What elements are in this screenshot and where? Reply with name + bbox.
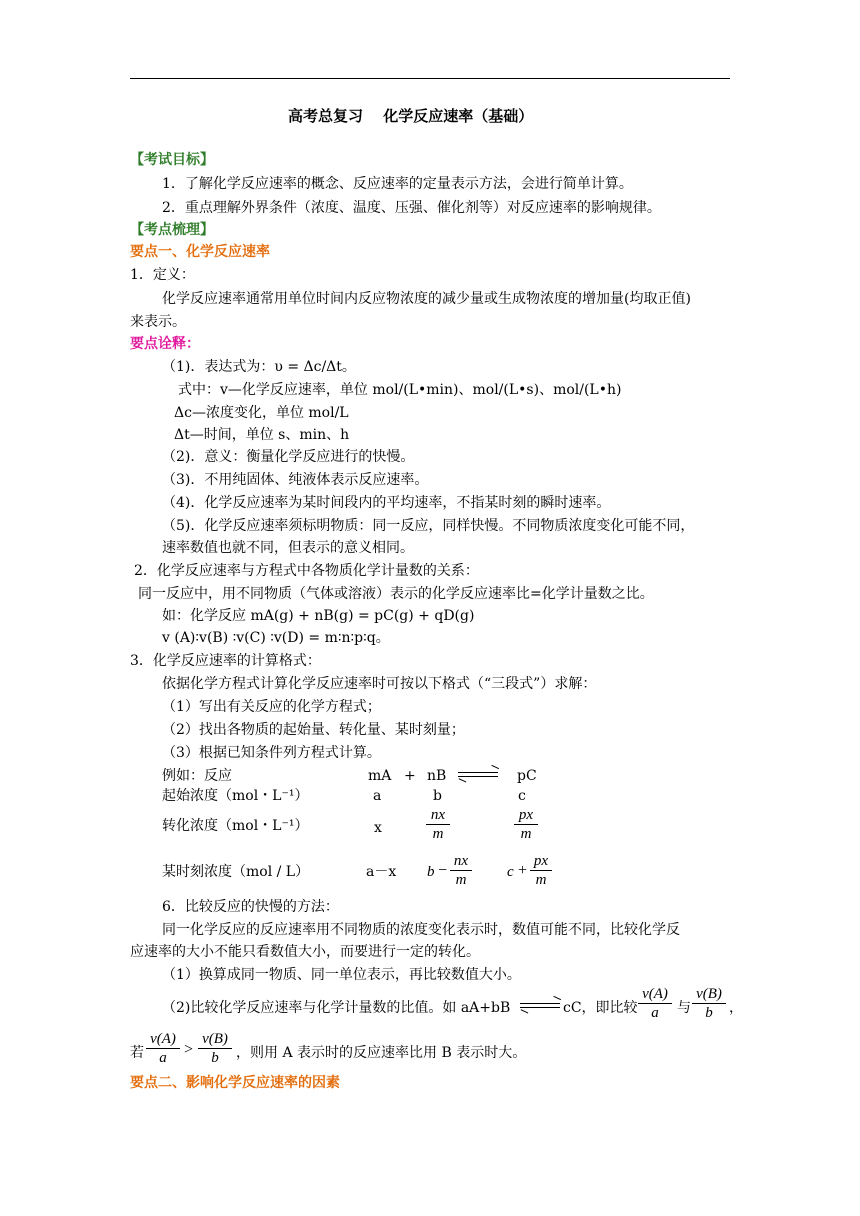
section-points-heading: 【考点梳理】 (130, 222, 214, 238)
section-3b: （1）写出有关反应的化学方程式； (162, 699, 381, 715)
table-r0-pC: pC (517, 768, 537, 784)
table-r1-a: a (373, 788, 382, 804)
table-r3-b: b (427, 864, 435, 880)
note-4: （4)．化学反应速率为某时间段内的平均速率，不指某时刻的瞬时速率。 (162, 495, 611, 511)
section-2c: v (A)∶v(B) ∶v(C) ∶v(D) = m∶n∶p∶q。 (162, 630, 390, 646)
greater-than-sign: > (184, 1041, 194, 1058)
fraction-denominator: b (692, 1003, 726, 1022)
point1-heading: 要点一、化学反应速率 (130, 244, 270, 260)
table-r1-c: c (518, 788, 526, 804)
fraction-nx-over-m-2 (450, 852, 472, 889)
section-6e-post: ，则用 A 表示时的反应速率比用 B 表示时大。 (236, 1045, 527, 1061)
point2-heading: 要点二、影响化学反应速率的因素 (130, 1075, 340, 1091)
section-6c: （1）换算成同一物质、同一单位表示，再比较数值大小。 (162, 967, 521, 983)
note-2: （2)．意义：衡量化学反应进行的快慢。 (162, 449, 415, 465)
section-6b: 应速率的大小不能只看数值大小，而要进行一定的转化。 (130, 944, 480, 960)
header-rule (130, 78, 730, 79)
definition-text-1: 化学反应速率通常用单位时间内反应物浓度的减少量或生成物浓度的增加量(均取正值) (162, 291, 691, 307)
table-row1-label: 起始浓度（mol・L⁻¹） (162, 788, 309, 804)
note-heading: 要点诠释： (130, 336, 200, 352)
section-3: 3．化学反应速率的计算格式： (130, 653, 321, 669)
fraction-denominator: m (530, 870, 552, 889)
fraction-vB-over-b-2 (198, 1030, 232, 1067)
fraction-numerator: v(A) (642, 986, 668, 1002)
fraction-denominator: m (514, 824, 538, 843)
section-6e-pre: 若 (130, 1045, 144, 1061)
table-r1-b: b (433, 788, 442, 804)
table-row0-label: 例如：反应 (162, 768, 232, 784)
fraction-numerator: nx (453, 853, 469, 869)
fraction-px-over-m (514, 806, 538, 843)
fraction-nx-over-m (426, 806, 450, 843)
table-r3-a-minus-x: a－x (366, 864, 397, 880)
definition-text-2: 来表示。 (130, 314, 186, 330)
fraction-vB-over-b (692, 985, 726, 1022)
fraction-numerator: v(A) (150, 1031, 176, 1047)
fraction-denominator: a (638, 1003, 672, 1022)
fraction-denominator: a (146, 1048, 180, 1067)
fraction-denominator: b (198, 1048, 232, 1067)
section-6d-end: ， (729, 1000, 743, 1016)
fraction-numerator: px (533, 853, 549, 869)
section-6d-mid: cC，即比较 (563, 1000, 638, 1016)
equilibrium-arrow-icon (458, 770, 498, 780)
fraction-denominator: m (426, 824, 450, 843)
section-6a: 同一化学反应的反应速率用不同物质的浓度变化表示时，数值可能不同，比较化学反 (162, 922, 680, 938)
section-2: 2．化学反应速率与方程式中各物质化学计量数的关系： (134, 563, 479, 579)
note-5b: 速率数值也就不同，但表示的意义相同。 (162, 540, 414, 556)
goal-2: 2．重点理解外界条件（浓度、温度、压强、催化剂等）对反应速率的影响规律。 (162, 200, 661, 216)
section-goals-heading: 【考试目标】 (130, 152, 214, 168)
table-row3-label: 某时刻浓度（mol / L） (162, 864, 310, 880)
note-5a: （5)．化学反应速率须标明物质：同一反应，同样快慢。不同物质浓度变化可能不同， (162, 518, 695, 534)
note-1b: Δc—浓度变化，单位 mol/L (174, 405, 349, 421)
section-6d-pre: （2)比较化学反应速率与化学计量数的比值。如 aA+bB (162, 1000, 511, 1016)
table-r0-nB: nB (427, 768, 447, 784)
table-row2-label: 转化浓度（mol・L⁻¹） (162, 818, 309, 834)
table-r2-x: x (374, 820, 382, 836)
table-r0-mA: mA (368, 768, 392, 784)
note-1: （1)．表达式为：υ = Δc/Δt。 (162, 359, 356, 375)
page-title: 高考总复习 化学反应速率（基础） (288, 107, 534, 125)
goal-1: 1．了解化学反应速率的概念、反应速率的定量表示方法，会进行简单计算。 (162, 176, 633, 192)
table-r0-plus: + (404, 768, 416, 784)
section-6: 6．比较反应的快慢的方法： (162, 899, 339, 915)
section-3a: 依据化学方程式计算化学反应速率时可按以下格式（“三段式”）求解： (162, 676, 597, 692)
section-3c: （2）找出各物质的起始量、转化量、某时刻量； (162, 722, 465, 738)
section-6d-and: 与 (677, 1000, 691, 1016)
fraction-numerator: v(B) (202, 1031, 228, 1047)
note-1c: Δt—时间，单位 s、min、h (174, 427, 350, 443)
minus-sign: − (438, 862, 448, 879)
fraction-px-over-m-2 (530, 852, 552, 889)
fraction-numerator: nx (430, 807, 446, 823)
fraction-denominator: m (450, 870, 472, 889)
note-3: （3)．不用纯固体、纯液体表示反应速率。 (162, 472, 429, 488)
fraction-vA-over-a (638, 985, 672, 1022)
note-1a: 式中：v—化学反应速率，单位 mol/(L•min)、mol/(L•s)、mol/(L•h) (178, 382, 622, 398)
section-2a: 同一反应中，用不同物质（气体或溶液）表示的化学反应速率比=化学计量数之比。 (138, 586, 654, 602)
equilibrium-arrow-icon (520, 1001, 560, 1011)
fraction-vA-over-a-2 (146, 1030, 180, 1067)
section-2b: 如：化学反应 mA(g) + nB(g) = pC(g) + qD(g) (162, 608, 475, 624)
fraction-numerator: px (518, 807, 534, 823)
definition-label: 1．定义： (130, 267, 195, 283)
table-r3-c: c (507, 864, 514, 880)
plus-sign: + (518, 862, 528, 879)
fraction-numerator: v(B) (696, 986, 722, 1002)
section-3d: （3）根据已知条件列方程式计算。 (162, 745, 381, 761)
